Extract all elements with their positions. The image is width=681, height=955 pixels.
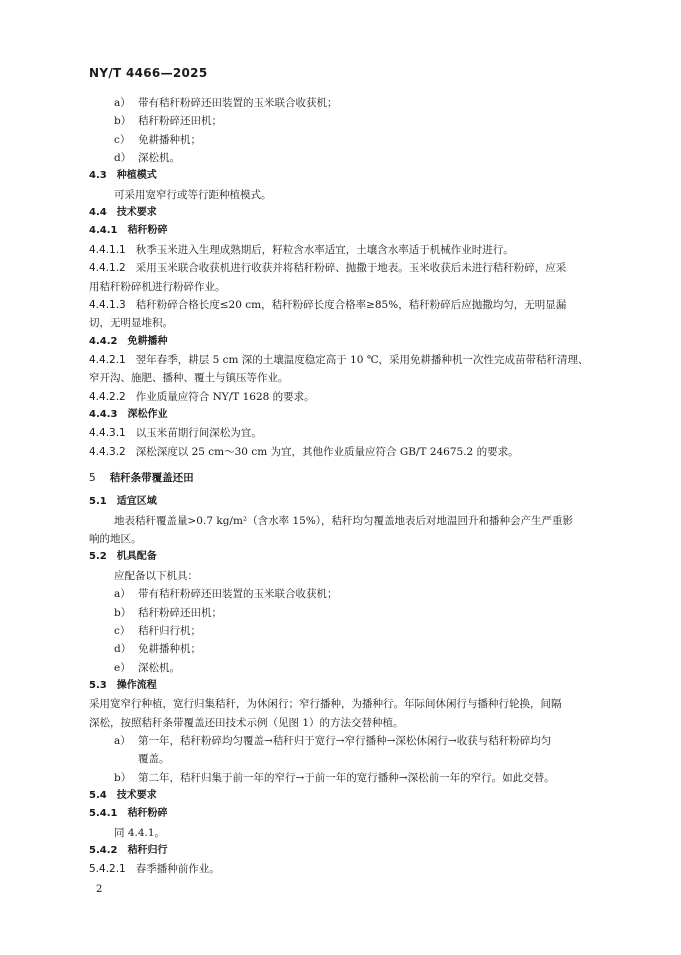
list-item bbox=[114, 114, 222, 128]
list-item bbox=[114, 624, 201, 638]
line-text: 可采用宽窄行或等行距种植模式。 bbox=[114, 188, 272, 201]
clause-text bbox=[89, 390, 315, 404]
line-text: 采用玉米联合收获机进行收获并将秸秆粉碎、抛撒于地表。玉米收获后未进行秸秆粉碎，应采 bbox=[135, 262, 567, 275]
paragraph bbox=[114, 188, 272, 202]
line-text: 深松机。 bbox=[138, 152, 180, 165]
line-text: 秸秆粉碎还田机； bbox=[138, 606, 222, 619]
clause-number: 5.4.2.1 bbox=[89, 863, 126, 876]
line-text: 秸秆粉碎还田机； bbox=[138, 115, 222, 128]
paragraph-continuation bbox=[89, 532, 142, 546]
line-text: 种植模式 bbox=[116, 170, 157, 182]
clause-number: 4.4.2 bbox=[89, 335, 118, 347]
paragraph-continuation bbox=[89, 697, 562, 711]
clause-number: 4.4.1.1 bbox=[89, 243, 126, 256]
clause-heading bbox=[89, 679, 157, 693]
list-label: d） bbox=[114, 643, 132, 656]
clause-heading bbox=[89, 844, 167, 858]
section-heading bbox=[89, 471, 194, 485]
line-text: 秋季玉米进入生理成熟期后，籽粒含水率适宜，土壤含水率适于机械作业时进行。 bbox=[135, 243, 514, 256]
standard-number: NY/T 4466—2025 bbox=[89, 66, 208, 80]
paragraph-continuation bbox=[89, 280, 226, 294]
list-label: d） bbox=[114, 152, 132, 165]
clause-heading bbox=[89, 550, 157, 564]
list-item bbox=[114, 734, 551, 748]
clause-text bbox=[89, 243, 514, 257]
line-text: 深松，按照秸秆条带覆盖还田技术示例（见图 1）的方法交替种植。 bbox=[89, 716, 404, 729]
line-text: 春季播种前作业。 bbox=[135, 863, 220, 876]
list-item bbox=[114, 642, 201, 656]
clause-heading bbox=[89, 408, 167, 422]
line-text: 响的地区。 bbox=[89, 533, 142, 546]
line-text: 覆盖。 bbox=[138, 753, 170, 766]
clause-text bbox=[89, 445, 519, 459]
list-label: b） bbox=[114, 606, 132, 619]
paragraph-continuation bbox=[89, 716, 404, 730]
line-text: 深松作业 bbox=[127, 409, 168, 420]
line-text: 机具配备 bbox=[116, 551, 157, 563]
line-text: 带有秸秆粉碎还田装置的玉米联合收获机； bbox=[138, 588, 338, 601]
clause-number: 4.4.3.2 bbox=[89, 445, 126, 458]
paragraph-continuation bbox=[89, 316, 173, 330]
list-label: e） bbox=[114, 661, 131, 674]
clause-heading bbox=[89, 789, 157, 803]
list-item bbox=[114, 151, 180, 165]
line-text: 同 4.4.1。 bbox=[114, 826, 166, 839]
line-text: 技术要求 bbox=[116, 207, 157, 219]
line-text: 免耕播种机； bbox=[138, 133, 201, 146]
list-item bbox=[114, 606, 222, 620]
line-text: 操作流程 bbox=[116, 679, 157, 691]
list-item bbox=[114, 587, 338, 601]
line-text: 第二年，秸秆归集于前一年的窄行→于前一年的宽行播种→深松前一年的窄行。如此交替。 bbox=[138, 771, 555, 784]
paragraph bbox=[114, 826, 165, 840]
clause-number: 4.4 bbox=[89, 207, 107, 219]
clause-number: 4.4.3.1 bbox=[89, 427, 126, 440]
line-text: 第一年，秸秆粉碎均匀覆盖→秸秆归于宽行→窄行播种→深松休闲行→收获与秸秆粉碎均匀 bbox=[138, 734, 552, 747]
line-text: 采用宽窄行种植，宽行归集秸秆，为休闲行；窄行播种，为播种行。年际间休闲行与播种行轮换，间隔 bbox=[89, 698, 562, 711]
list-item bbox=[114, 661, 180, 675]
clause-number: 5 bbox=[89, 472, 96, 484]
page-number: 2 bbox=[96, 884, 103, 895]
line-text: 免耕播种 bbox=[127, 335, 168, 347]
clause-number: 4.4.1 bbox=[89, 225, 118, 237]
line-text: 应配备以下机具： bbox=[114, 569, 198, 582]
paragraph bbox=[114, 569, 198, 583]
clause-text bbox=[89, 353, 589, 367]
list-label: c） bbox=[114, 624, 131, 637]
clause-number: 4.4.2.2 bbox=[89, 390, 126, 403]
list-item bbox=[114, 96, 338, 110]
clause-number: 4.4.3 bbox=[89, 409, 118, 420]
clause-number: 5.4.2 bbox=[89, 845, 118, 856]
list-label: c） bbox=[114, 133, 131, 146]
line-text: 切，无明显堆积。 bbox=[89, 317, 173, 330]
line-text: 秸秆归行 bbox=[127, 845, 168, 856]
list-label: b） bbox=[114, 115, 132, 128]
line-text: 以玉米苗期行间深松为宜。 bbox=[135, 427, 262, 440]
clause-heading bbox=[89, 807, 167, 821]
list-item-continuation bbox=[138, 752, 170, 766]
clause-number: 4.4.2.1 bbox=[89, 353, 126, 366]
clause-heading bbox=[89, 169, 157, 183]
clause-number: 5.4.1 bbox=[89, 808, 118, 820]
line-text: 技术要求 bbox=[116, 790, 157, 801]
clause-number: 5.2 bbox=[89, 551, 107, 563]
list-label: a） bbox=[114, 734, 131, 747]
clause-text bbox=[89, 862, 220, 876]
paragraph-continuation bbox=[89, 371, 289, 385]
clause-heading bbox=[89, 206, 157, 220]
clause-heading bbox=[89, 335, 167, 349]
clause-heading bbox=[89, 495, 157, 509]
clause-text bbox=[89, 426, 262, 440]
list-label: a） bbox=[114, 588, 131, 601]
clause-text bbox=[89, 298, 566, 312]
clause-heading bbox=[89, 224, 167, 238]
clause-text bbox=[89, 261, 566, 275]
line-text: 窄开沟、施肥、播种、覆土与镇压等作业。 bbox=[89, 372, 289, 385]
line-text: 秸秆粉碎 bbox=[127, 808, 168, 820]
clause-number: 5.3 bbox=[89, 679, 107, 691]
line-text: 地表秸秆覆盖量>0.7 kg/m²（含水率 15%），秸秆均匀覆盖地表后对地温回升和播种会产生严重影 bbox=[114, 514, 574, 527]
line-text: 带有秸秆粉碎还田装置的玉米联合收获机； bbox=[138, 97, 338, 109]
line-text: 秸秆粉碎 bbox=[127, 225, 168, 237]
line-text: 深松深度以 25 cm～30 cm 为宜，其他作业质量应符合 GB/T 24675.2 的要求。 bbox=[135, 445, 519, 458]
line-text: 免耕播种机； bbox=[138, 643, 201, 656]
clause-number: 4.3 bbox=[89, 170, 107, 182]
list-item bbox=[114, 771, 555, 785]
line-text: 适宜区域 bbox=[116, 496, 157, 508]
line-text: 用秸秆粉碎机进行粉碎作业。 bbox=[89, 280, 226, 293]
list-item bbox=[114, 133, 201, 147]
paragraph bbox=[114, 514, 573, 528]
line-text: 秸秆归行机； bbox=[138, 624, 201, 637]
list-label: a） bbox=[114, 97, 131, 109]
line-text: 秸秆条带覆盖还田 bbox=[109, 472, 194, 484]
line-text: 深松机。 bbox=[138, 661, 180, 674]
clause-number: 4.4.1.3 bbox=[89, 298, 126, 311]
clause-number: 5.4 bbox=[89, 790, 107, 801]
clause-number: 5.1 bbox=[89, 496, 107, 508]
list-label: b） bbox=[114, 771, 132, 784]
line-text: 秸秆粉碎合格长度≤20 cm，秸秆粉碎长度合格率≥85%，秸秆粉碎后应抛撒均匀，无明显漏 bbox=[135, 298, 567, 311]
line-text: 翌年春季，耕层 5 cm 深的土壤温度稳定高于 10 ℃，采用免耕播种机一次性完成苗带秸秆清理、 bbox=[135, 353, 589, 366]
line-text: 作业质量应符合 NY/T 1628 的要求。 bbox=[135, 390, 315, 403]
clause-number: 4.4.1.2 bbox=[89, 262, 126, 275]
